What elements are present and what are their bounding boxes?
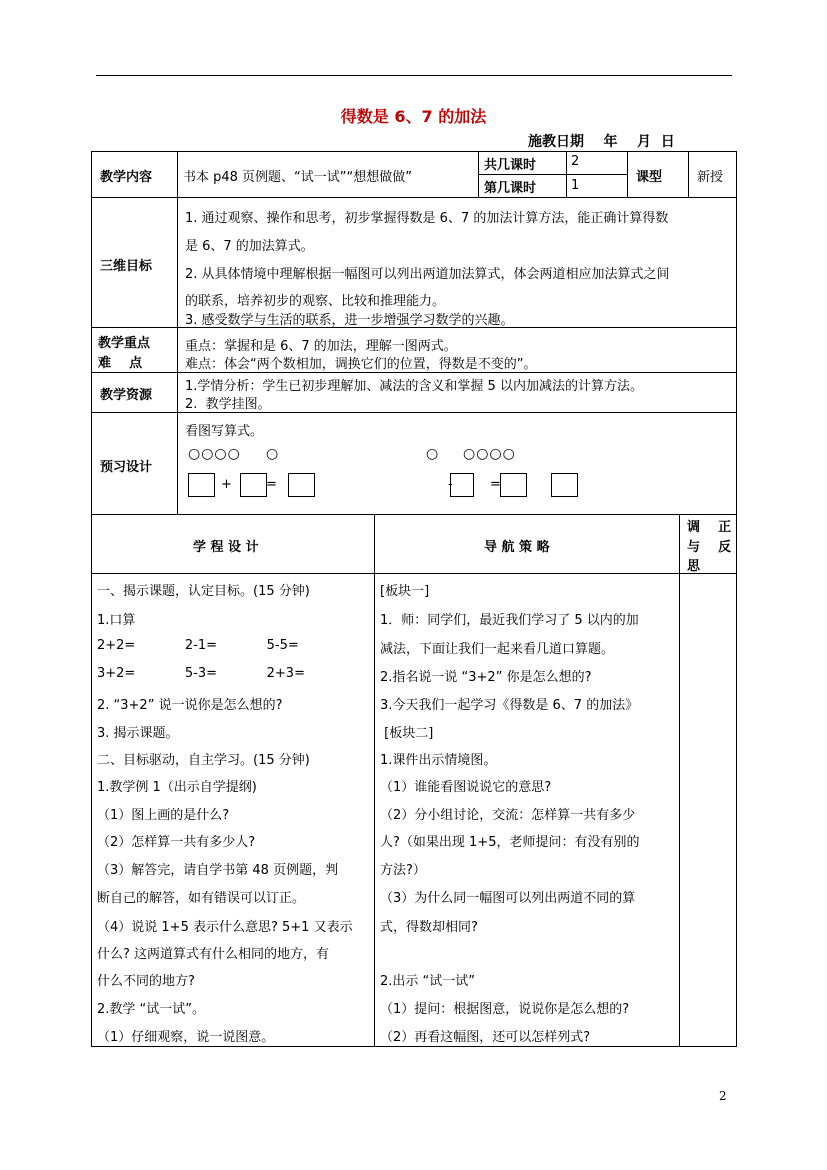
answer-box[interactable] [240,473,267,497]
goal-line: 3. 感受数学与生活的联系，进一步增强学习数学的兴趣。 [185,313,514,328]
circles-group: ○ [426,446,440,462]
which-lesson-label: 第几课时 [484,181,537,196]
circles-group: ○ [266,446,280,462]
process-line: 断自己的解答，如有错误可以订正。 [97,891,306,906]
resource-line: 1.学情分析：学生已初步理解加、减法的含义和掌握 5 以内加减法的计算方法。 [185,379,643,394]
key-point: 重点：掌握和是 6、7 的加法，理解一图两式。 [185,339,457,354]
process-line: 2+2= 2-1= 5-5= [97,638,299,653]
process-line: 2. “3+2” 说一说你是怎么想的? [97,698,283,713]
row-label-content: 教学内容 [100,170,153,185]
strategy-line: [板块二] [380,726,434,741]
lesson-content: 书本 p48 页例题、“试一试”“想想做做” [183,170,412,185]
process-line: 一、揭示课题，认定目标。(15 分钟) [97,584,310,599]
row-label-difficulties: 难 点 [98,356,143,371]
difficulty: 难点：体会“两个数相加，调换它们的位置，得数是不变的”。 [185,357,537,372]
strategy-line: （3）为什么同一幅图可以列出两道不同的算 [380,891,636,906]
strategy-line: 1．师：同学们，最近我们学习了 5 以内的加 [380,613,639,628]
process-line: （1）仔细观察，说一说图意。 [97,1030,275,1045]
equals-sign: = [490,477,501,492]
process-line: 二、目标驱动，自主学习。(15 分钟) [97,753,310,768]
process-line: 3+2= 5-3= 2+3= [97,666,305,681]
process-line: 2.教学 “试一试”。 [97,1002,206,1017]
row-label-resources: 教学资源 [100,388,153,403]
answer-box[interactable] [188,473,215,497]
total-lessons-value: 2 [571,154,580,169]
total-lessons-label: 共几课时 [484,158,537,173]
col-header-strategy: 导 航 策 略 [484,540,550,555]
strategy-line: 2.出示 “试一试” [380,974,476,989]
strategy-line: 3.今天我们一起学习《得数是 6、7 的加法》 [380,698,639,713]
answer-box[interactable] [288,473,315,497]
strategy-line: 式，得数却相同? [380,920,478,935]
strategy-line: 2.指名说一说 “3+2” 你是怎么想的? [380,670,592,685]
strategy-line: 减法，下面让我们一起来看几道口算题。 [380,642,615,657]
lesson-type-value: 新授 [697,170,724,185]
process-line: （3）解答完，请自学书第 48 页例题，判 [97,863,339,878]
goal-line: 是 6、7 的加法算式。 [185,239,314,254]
which-lesson-value: 1 [571,178,580,193]
process-line: （4）说说 1+5 表示什么意思? 5+1 又表示 [97,920,353,935]
answer-box[interactable] [551,473,578,497]
preview-intro: 看图写算式。 [185,424,264,439]
answer-box[interactable] [450,473,474,497]
process-line: 什么不同的地方? [97,974,195,989]
row-label-preview: 预习设计 [100,460,153,475]
col-header-process: 学 程 设 计 [193,540,259,555]
page-number: 2 [719,1089,727,1103]
lesson-type-label: 课型 [636,170,663,185]
circles-group: ○○○○ [188,446,241,462]
circles-group: ○○○○ [463,446,516,462]
goal-line: 1. 通过观察、操作和思考，初步掌握得数是 6、7 的加法计算方法，能正确计算得数 [185,211,669,226]
strategy-line: （1）提问：根据图意，说说你是怎么想的? [380,1002,630,1017]
process-line: （2）怎样算一共有多少人? [97,835,256,850]
equals-sign: = [266,477,277,492]
process-line: 3. 揭示课题。 [97,726,179,741]
strategy-line: （2）再看这幅图，还可以怎样列式? [380,1030,591,1045]
row-label-goals: 三维目标 [100,259,153,274]
strategy-line: 人?（如果出现 1+5，老师提问：有没有别的 [380,835,640,850]
col-header-reflect: 调 正 [687,520,732,535]
minus-sign: - [448,477,453,492]
row-label-key-points: 教学重点 [98,336,151,351]
date-line: 施教日期 年 月 日 [528,134,675,150]
process-line: （1）图上画的是什么? [97,808,230,823]
strategy-line: （2）分小组讨论，交流：怎样算一共有多少 [380,808,636,823]
answer-box[interactable] [500,473,527,497]
resource-line: 2. 教学挂图。 [185,397,271,412]
col-header-reflect: 与 反 [687,540,732,555]
process-line: 1.教学例 1（出示自学提纲) [97,780,257,795]
strategy-line: 1.课件出示情境图。 [380,753,497,768]
process-line: 1.口算 [97,613,136,628]
goal-line: 2. 从具体情境中理解根据一幅图可以列出两道加法算式，体会两道相应加法算式之间 [185,267,670,282]
process-line: 什么? 这两道算式有什么相同的地方，有 [97,947,330,962]
plus-sign: + [221,477,232,492]
strategy-line: （1）谁能看图说说它的意思? [380,780,552,795]
strategy-line: 方法?） [380,863,426,878]
page-title: 得数是 6、7 的加法 [340,107,487,126]
strategy-line: [板块一] [380,584,430,599]
col-header-reflect: 思 [687,559,701,574]
goal-line: 的联系，培养初步的观察、比较和推理能力。 [185,294,446,309]
